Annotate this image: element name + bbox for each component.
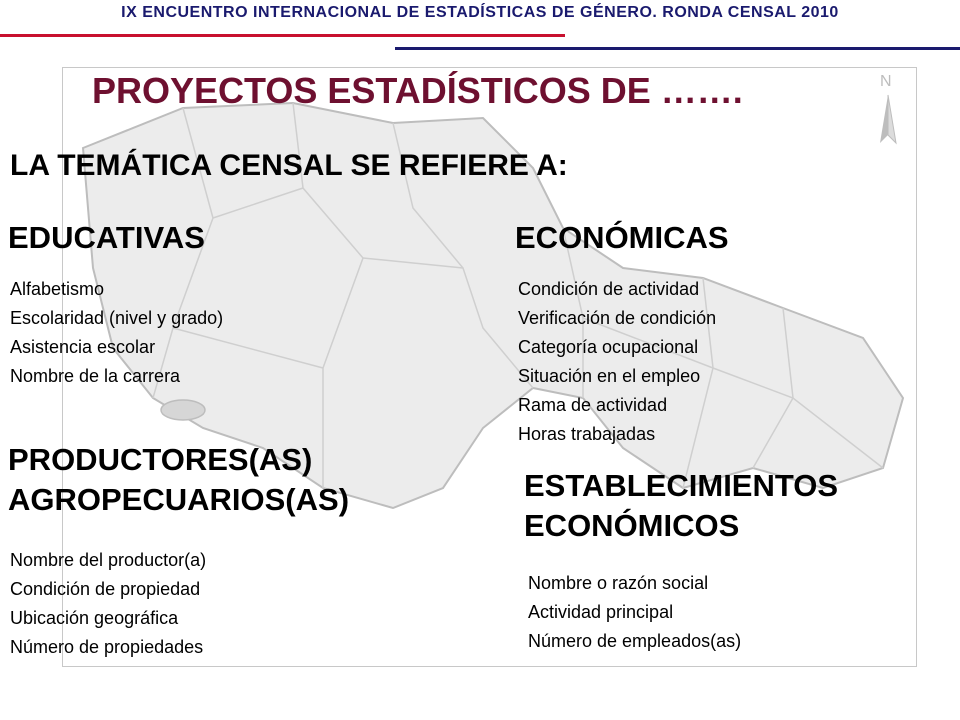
list-item: Número de empleados(as) <box>528 631 742 651</box>
list-item: Asistencia escolar <box>10 337 156 357</box>
list-item: Situación en el empleo <box>518 366 701 386</box>
section-heading-line: PRODUCTORES(AS) <box>8 442 313 477</box>
section-heading-line: ESTABLECIMIENTOS <box>524 468 839 503</box>
list-item: Verificación de condición <box>518 308 717 328</box>
header-rule-blue <box>395 47 960 50</box>
list-establecimientos <box>528 569 741 656</box>
list-item: Nombre de la carrera <box>10 366 181 386</box>
section-heading-line: ECONÓMICOS <box>524 508 740 543</box>
list-item: Escolaridad (nivel y grado) <box>10 308 224 328</box>
list-item: Ubicación geográfica <box>10 608 179 628</box>
list-item: Número de propiedades <box>10 637 204 657</box>
north-label: N <box>880 73 892 90</box>
list-item: Condición de actividad <box>518 279 700 299</box>
list-item: Categoría ocupacional <box>518 337 699 357</box>
list-item: Condición de propiedad <box>10 579 201 599</box>
list-item: Horas trabajadas <box>518 424 656 444</box>
list-item: Alfabetismo <box>10 279 105 299</box>
presentation-header: IX ENCUENTRO INTERNACIONAL DE ESTADÍSTICAS DE GÉNERO. RONDA CENSAL 2010 <box>121 4 839 21</box>
slide-subtitle: LA TEMÁTICA CENSAL SE REFIERE A: <box>10 149 568 182</box>
header-rule-red <box>0 34 565 37</box>
slide-title: PROYECTOS ESTADÍSTICOS DE ……. <box>92 70 743 111</box>
list-item: Actividad principal <box>528 602 674 622</box>
list-economicas <box>518 275 716 449</box>
north-arrow-icon <box>874 73 904 153</box>
list-productores <box>10 546 206 662</box>
section-heading-educativas: EDUCATIVAS <box>8 220 205 255</box>
section-heading-economicas: ECONÓMICAS <box>515 220 729 255</box>
section-heading-productores <box>8 440 349 520</box>
list-educativas <box>10 275 223 391</box>
section-heading-establecimientos <box>524 466 838 546</box>
list-item: Rama de actividad <box>518 395 668 415</box>
section-heading-line: AGROPECUARIOS(AS) <box>8 482 350 517</box>
list-item: Nombre o razón social <box>528 573 709 593</box>
list-item: Nombre del productor(a) <box>10 550 207 570</box>
